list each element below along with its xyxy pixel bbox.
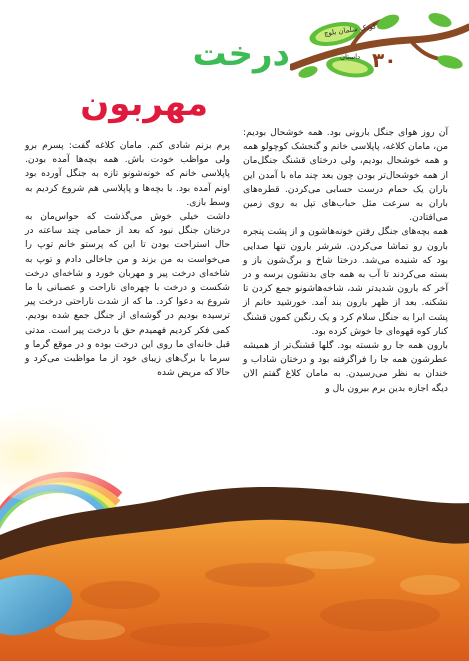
page-number: ۳۰ [372, 48, 397, 72]
paragraph: آن روز هوای جنگل بارونی بود. همه خوشحال بودیم: من، مامان کلاغه، پاپلاسی خانم و گنجشک کوچولو همه و همه خوشحال بودیم، ولی درختای قشنگ جنگل‌مان از همه خوشحال‌تر بودن چون بعد چند ماه با آمدن این باران یک حمام درست حسابی می‌کردن. قطره‌های باران به سرعت مثل حباب‌های تپل به روی زمین می‌افتادن. [243, 127, 448, 224]
paragraph: همه بچه‌های جنگل رفتن خونه‌هاشون و از پشت پنجره بارون رو تماشا می‌کردن. شرشر بارون تنها صدایی بود که شنیده می‌شد. درختا شاخ و برگ‌شون باز و بسته می‌کردند تا آب به همه جای بدنشون برسه و در آخر که بارون شدیدتر شد، شاخه‌هاشونو جمع کردن تا نشکنه. بعد از ظهر بارون بند آمد. خورشید خانم از پشت ابرا به جنگل سلام کرد و یک رنگین کمون قشنگ کنار کوه قهوه‌ای جا خوش کرده بود. [243, 226, 448, 337]
paragraph: بارون همه جا رو شسته بود. گلها قشنگ‌تر از همیشه عطرشون همه جا را فراگرفته بود و درختان شاداب و خندان به نظر می‌رسیدن. به مامان کلاغ گفتم الان دیگه اجازه بدین برم بیرون بال و [243, 340, 448, 394]
text-column-right [243, 126, 448, 396]
story-title-line-1: درخت [192, 34, 290, 74]
section-label: داستان [339, 53, 361, 61]
paragraph: پرم بزنم شادی کنم. مامان کلاغه گفت: پسرم برو ولی مواظب خودت باش. همه بچه‌ها آمده بودن. پاپلاسی خانم که خونه‌شونو تازه به جنگل آورده بود اونم آمده بود. با بچه‌ها و پاپلاسی هم شروع کردیم به وسط بازی. [25, 140, 230, 208]
series-label: کودک سلمان بلوچ [323, 22, 377, 38]
story-title-line-2: مهربون [80, 84, 208, 124]
landscape-illustration [0, 385, 469, 661]
paragraph: داشت خیلی خوش می‌گذشت که حواس‌مان به درختان جنگل نبود که بعد از حمامی چند ساعته در حال استراحت بودن تا این که پرستو خانم توپ را می‌خواست به من بزند و من جاخالی دادم و توپ به شاخه‌ای درخت پیر و مهربان خورد و شاخه‌ای درخت شکست و درخت با چهره‌ای ناراحت و عصبانی با ما شروع به دعوا کرد. ما که از شدت ناراحتی درخت پیر ترسیده بودیم در گوشه‌ای از جنگل جمع شده بودیم. کمی فکر کردیم فهمیدم حق با درخت پیر است. مدتی قبل خانه‌ای ما روی این درخت بوده و در موقع گرما و سرما با برگ‌های زیبای خود از ما مواظبت می‌کرد و حالا که مریض شده [25, 211, 230, 379]
text-column-left [25, 139, 230, 380]
